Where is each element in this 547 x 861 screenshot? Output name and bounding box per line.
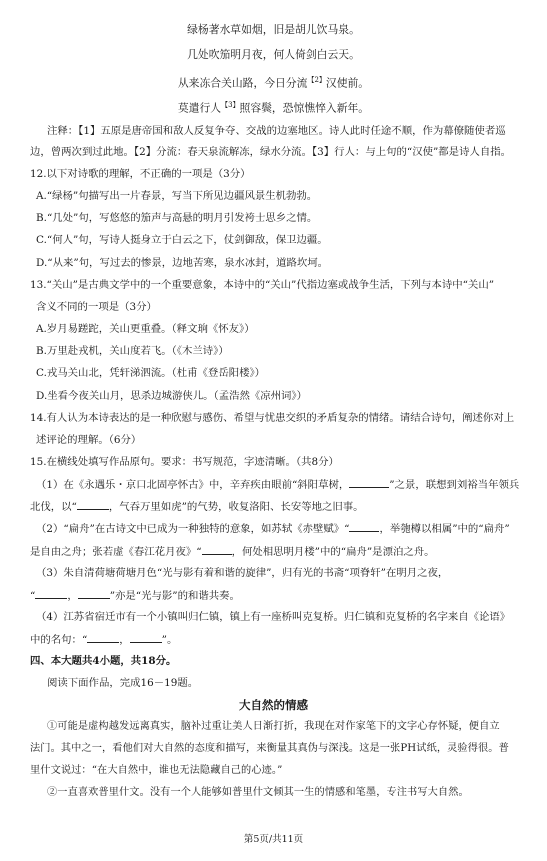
notes-line-1: 注释：【1】五原是唐帝国和敌人反复争夺、交战的边塞地区。诗人此时任途不顺，作为幕僚随使者巡 (47, 125, 506, 137)
q13-option-a: A.岁月易蹉跎，关山更重叠。（释文珦《怀友》） (36, 323, 255, 335)
q13-stem-line-2: 含义不同的一项是（3分） (36, 301, 157, 313)
q15-part-2-line-2 (30, 544, 435, 559)
answer-blank[interactable] (78, 588, 110, 599)
q15-text: ，何处相思明月楼”中的“扁舟”是漂泊之舟。 (231, 546, 435, 558)
section-heading: 四、本大题共4小题，共18分。 (30, 655, 177, 667)
q15-text: （2）“扁舟”在古诗文中已成为一种独特的意象，如苏轼《赤壁赋》“ (36, 523, 350, 535)
essay-title: 大自然的情感 (239, 698, 308, 712)
essay-paragraph-1-line-1: ①可能是虚构越发远离真实，脑补过重让美人日渐打折，我现在对作家笔下的文字心存怀疑，便自立 (47, 721, 500, 732)
q15-text: ”。 (161, 634, 178, 646)
q15-text: “ (30, 590, 36, 602)
q15-stem: 15.在横线处填写作品原句。要求：书写规范，字迹清晰。（共8分） (30, 456, 339, 468)
q14-stem-line-1: 14.有人认为本诗表达的是一种欣慰与感伤、希望与忧患交织的矛盾复杂的情绪。请结合诗句，阐述你对上 (30, 412, 515, 424)
q15-text: ”亦是“光与影”的和谐共奏。 (109, 590, 240, 602)
poem-note-mark-2: 【2】 (307, 76, 326, 84)
q13-option-c: C.戎马关山北，凭轩涕泗流。（杜甫《登岳阳楼》） (36, 367, 266, 379)
essay-paragraph-1-line-3: 里什文说过：“在大自然中，谁也无法隐藏自己的心迹。” (30, 765, 283, 776)
essay-paragraph-1-line-2: 法门。其中之一，看他们对大自然的态度和描写，来衡量其真伪与深浅。这是一张PH试纸，灵验得很。普 (30, 743, 509, 754)
poem-line-1: 绿杨著水草如烟，旧是胡儿饮马泉。 (187, 23, 360, 36)
q13-stem-line-1: 13.“关山”是古典文学中的一个重要意象，本诗中的“关山”代指边塞或战争生活，下列与本诗中“关山” (30, 279, 495, 291)
q15-part-1-line-2 (30, 499, 364, 514)
q15-part-1-line-1 (36, 477, 519, 492)
answer-blank[interactable] (87, 632, 119, 643)
poem-line-2: 几处吹笳明月夜，何人倚剑白云天。 (187, 48, 360, 61)
q15-text: 是自由之舟；张若虚《春江花月夜》“ (30, 546, 202, 558)
q15-text: ， (119, 634, 130, 646)
q12-stem: 12.以下对诗歌的理解，不正确的一项是（3分） (30, 168, 251, 180)
q12-option-a: A.“绿杨”句描写出一片春景，写当下所见边疆风景生机勃勃。 (36, 190, 318, 202)
q15-part-4-line-2 (30, 632, 177, 647)
q15-part-2-line-1 (36, 521, 510, 536)
q15-text: 中的名句：“ (30, 634, 88, 646)
answer-blank[interactable] (35, 588, 67, 599)
answer-blank[interactable] (349, 521, 379, 532)
poem-line-3-text-a: 从来冻合关山路，今日分流 (177, 76, 308, 90)
q15-text: （1）在《永遇乐・京口北固亭怀古》中，辛弃疾由眼前“斜阳草树， (36, 479, 350, 491)
q15-text: ，举匏樽以相属”中的“扁舟” (379, 523, 510, 535)
q15-text: ”之景，联想到刘裕当年领兵 (389, 479, 520, 491)
poem-line-4-text-b: 照容鬓，恐惊憔悴入新年。 (239, 101, 370, 115)
q15-text: ， (67, 590, 78, 602)
q14-stem-line-2: 述评论的理解。（6分） (36, 434, 142, 446)
q15-text: 北伐，以“ (30, 501, 77, 513)
section-instruction: 阅读下面作品，完成16－19题。 (47, 677, 199, 689)
q15-text: ，气吞万里如虎”的气势，收复洛阳、长安等地之旧事。 (108, 501, 364, 513)
poem-line-3-text-b: 汉使前。 (325, 76, 370, 90)
poem-line-4 (0, 98, 547, 116)
answer-blank[interactable] (349, 477, 389, 488)
q13-option-b: B.万里赴戎机，关山度若飞。（《木兰诗》） (36, 345, 229, 357)
poem-note-mark-3: 【3】 (221, 101, 240, 109)
q12-option-b: B.“几处”句，写悠悠的笳声与高悬的明月引发袴士思乡之情。 (36, 212, 318, 224)
answer-blank[interactable] (130, 632, 162, 643)
essay-paragraph-2-line-1: ②一直喜欢普里什文。没有一个人能够如普里什文倾其一生的情感和笔墨，专注书写大自然。 (47, 787, 469, 798)
notes-line-2: 边，曾两次到过此地。【2】分流：春天泉流解冻，绿水分流。【3】行人：与上句的“汉使”都是诗人自指。 (30, 146, 512, 158)
answer-blank[interactable] (202, 544, 232, 555)
poem-line-4-text-a: 莫遣行人 (177, 101, 222, 115)
page-number: 第5页/共11页 (243, 834, 304, 845)
q15-part-3-line-2 (30, 588, 240, 603)
q13-option-d: D.坐看今夜关山月，思杀边城游侠儿。（孟浩然《凉州词》） (36, 390, 308, 402)
q15-part-4-line-1: （4）江苏省宿迁市有一个小镇叫归仁镇，镇上有一座桥叫克复桥。归仁镇和克复桥的名字来自《论语》 (36, 611, 511, 623)
q12-option-d: D.“从来”句，写过去的惨景，边地苦寒，泉水冰封，道路坎坷。 (36, 257, 329, 269)
poem-line-3 (0, 73, 547, 91)
q15-part-3-line-1: （3）朱自清荷塘荷塘月色“光与影有着和谐的旋律”，归有光的书斋“项脊轩”在明月之夜， (36, 567, 449, 579)
q12-option-c: C.“何人”句，写诗人挺身立于白云之下，仗剑御敌，保卫边疆。 (36, 234, 328, 246)
answer-blank[interactable] (77, 499, 109, 510)
